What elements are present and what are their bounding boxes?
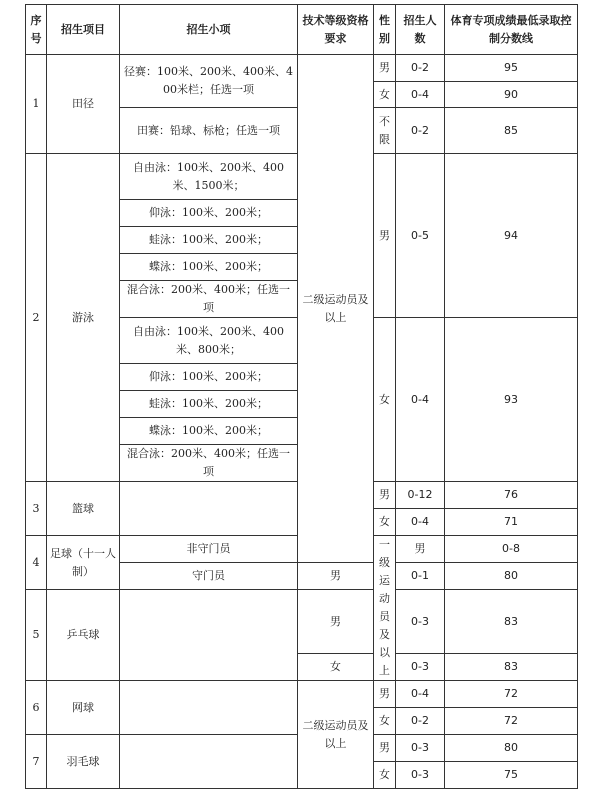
score-cell: 75 bbox=[445, 762, 578, 789]
seq-cell: 4 bbox=[26, 536, 47, 590]
gender-cell: 男 bbox=[374, 482, 396, 509]
subitem-cell: 非守门员 bbox=[120, 536, 298, 563]
subitem-cell bbox=[120, 681, 298, 735]
header-project: 招生项目 bbox=[47, 5, 120, 55]
gender-cell: 男 bbox=[374, 154, 396, 318]
subitem-cell: 径赛：100米、200米、400米、400米栏；任选一项 bbox=[120, 55, 298, 108]
score-cell: 90 bbox=[445, 82, 578, 108]
gender-cell: 女 bbox=[298, 654, 374, 681]
level-cell: 二级运动员及以上 bbox=[298, 55, 374, 563]
gender-cell: 不限 bbox=[374, 108, 396, 154]
gender-cell: 男 bbox=[374, 735, 396, 762]
gender-cell: 男 bbox=[298, 563, 374, 590]
count-cell: 0-2 bbox=[396, 108, 445, 154]
score-cell: 85 bbox=[445, 108, 578, 154]
score-cell: 80 bbox=[445, 563, 578, 590]
seq-cell: 2 bbox=[26, 154, 47, 482]
count-cell: 0-5 bbox=[396, 154, 445, 318]
subitem-cell: 田赛：铅球、标枪；任选一项 bbox=[120, 108, 298, 154]
header-level: 技术等级资格要求 bbox=[298, 5, 374, 55]
gender-cell: 女 bbox=[374, 509, 396, 536]
project-cell: 乒乓球 bbox=[47, 590, 120, 681]
score-cell: 95 bbox=[445, 55, 578, 82]
project-cell: 篮球 bbox=[47, 482, 120, 536]
project-cell: 网球 bbox=[47, 681, 120, 735]
seq-cell: 7 bbox=[26, 735, 47, 789]
gender-cell: 男 bbox=[374, 681, 396, 708]
count-cell: 0-2 bbox=[396, 55, 445, 82]
subitem-cell: 蝶泳：100米、200米； bbox=[120, 254, 298, 281]
score-cell: 72 bbox=[445, 708, 578, 735]
level-cell: 一级运动员及以上 bbox=[374, 536, 396, 681]
seq-cell: 3 bbox=[26, 482, 47, 536]
count-cell: 0-3 bbox=[396, 654, 445, 681]
score-cell: 76 bbox=[445, 482, 578, 509]
project-cell: 足球（十一人制） bbox=[47, 536, 120, 590]
count-cell: 0-4 bbox=[396, 82, 445, 108]
gender-cell: 女 bbox=[374, 318, 396, 482]
subitem-cell: 蝶泳：100米、200米； bbox=[120, 418, 298, 445]
subitem-cell: 混合泳：200米、400米；任选一项 bbox=[120, 281, 298, 318]
header-row bbox=[26, 5, 578, 55]
subitem-cell: 蛙泳：100米、200米； bbox=[120, 391, 298, 418]
count-cell: 0-1 bbox=[396, 563, 445, 590]
seq-cell: 1 bbox=[26, 55, 47, 154]
count-cell: 0-4 bbox=[396, 318, 445, 482]
score-cell: 83 bbox=[445, 654, 578, 681]
header-gender: 性别 bbox=[374, 5, 396, 55]
gender-cell: 女 bbox=[374, 708, 396, 735]
seq-cell: 5 bbox=[26, 590, 47, 681]
header-count: 招生人数 bbox=[396, 5, 445, 55]
project-cell: 田径 bbox=[47, 55, 120, 154]
gender-cell: 男 bbox=[374, 55, 396, 82]
score-cell: 83 bbox=[445, 590, 578, 654]
subitem-cell bbox=[120, 735, 298, 789]
score-cell: 71 bbox=[445, 509, 578, 536]
subitem-cell: 蛙泳：100米、200米； bbox=[120, 227, 298, 254]
count-cell: 0-4 bbox=[396, 681, 445, 708]
score-cell: 80 bbox=[445, 735, 578, 762]
header-subitem: 招生小项 bbox=[120, 5, 298, 55]
project-cell: 羽毛球 bbox=[47, 735, 120, 789]
count-cell: 0-3 bbox=[396, 762, 445, 789]
table-row bbox=[26, 55, 578, 82]
admissions-table bbox=[25, 4, 578, 789]
gender-cell: 男 bbox=[396, 536, 445, 563]
header-score: 体育专项成绩最低录取控制分数线 bbox=[445, 5, 578, 55]
level-cell: 二级运动员及以上 bbox=[298, 681, 374, 789]
subitem-cell: 混合泳：200米、400米；任选一项 bbox=[120, 445, 298, 482]
header-seq: 序号 bbox=[26, 5, 47, 55]
score-cell: 94 bbox=[445, 154, 578, 318]
subitem-cell: 自由泳：100米、200米、400米、800米； bbox=[120, 318, 298, 364]
gender-cell: 女 bbox=[374, 82, 396, 108]
count-cell: 0-3 bbox=[396, 590, 445, 654]
table-row bbox=[26, 681, 578, 708]
subitem-cell: 仰泳：100米、200米； bbox=[120, 364, 298, 391]
gender-cell: 女 bbox=[374, 762, 396, 789]
subitem-cell bbox=[120, 482, 298, 536]
seq-cell: 6 bbox=[26, 681, 47, 735]
count-cell: 0-3 bbox=[396, 735, 445, 762]
project-cell: 游泳 bbox=[47, 154, 120, 482]
count-cell: 0-2 bbox=[396, 708, 445, 735]
count-cell: 0-8 bbox=[445, 536, 578, 563]
subitem-cell: 仰泳：100米、200米； bbox=[120, 200, 298, 227]
count-cell: 0-12 bbox=[396, 482, 445, 509]
subitem-cell bbox=[120, 590, 298, 681]
gender-cell: 男 bbox=[298, 590, 374, 654]
subitem-cell: 自由泳：100米、200米、400米、1500米； bbox=[120, 154, 298, 200]
subitem-cell: 守门员 bbox=[120, 563, 298, 590]
count-cell: 0-4 bbox=[396, 509, 445, 536]
table-row bbox=[26, 590, 578, 654]
score-cell: 72 bbox=[445, 681, 578, 708]
score-cell: 93 bbox=[445, 318, 578, 482]
